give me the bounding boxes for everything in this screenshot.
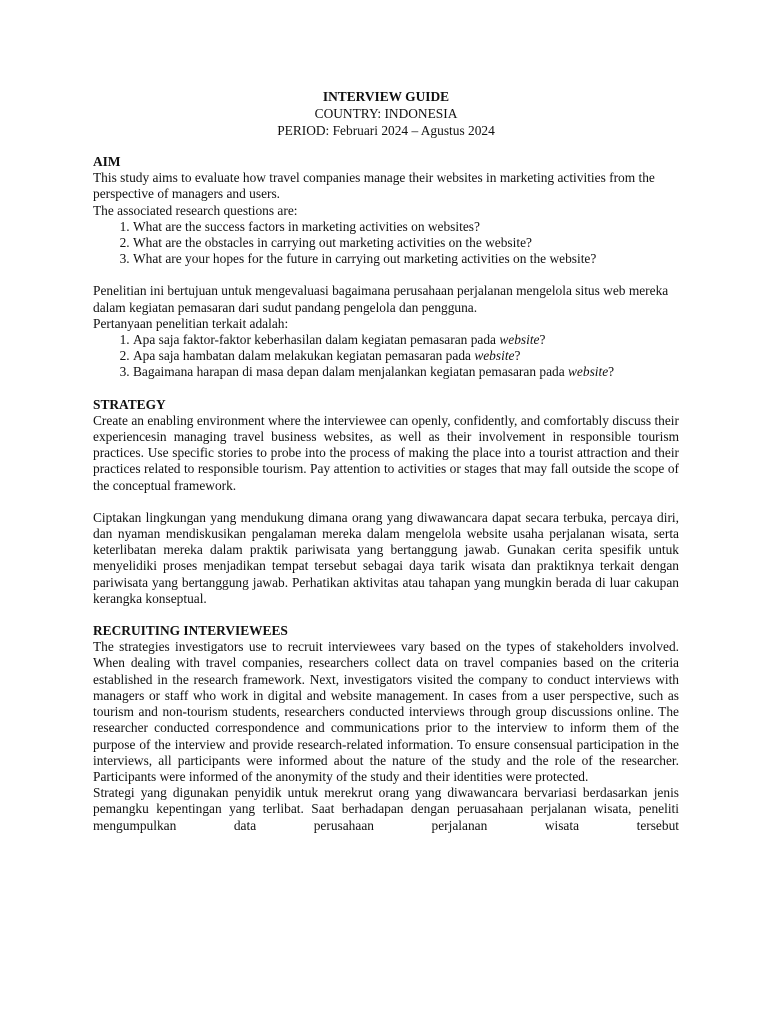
document-title: INTERVIEW GUIDE [322,89,450,104]
aim-intro-en: This study aims to evaluate how travel companies manage their websites in marketing activities from the perspective of managers and users. [93,170,655,202]
list-item: 3. What are your hopes for the future in carrying out marketing activities on the website? [133,251,679,267]
document-header [93,88,679,139]
list-item: 1. What are the success factors in marketing activities on websites? [133,219,679,235]
list-item: 2. Apa saja hambatan dalam melakukan kegiatan pemasaran pada website? [133,348,679,364]
recruiting-section [93,623,679,834]
country-line: COUNTRY: INDONESIA [314,106,458,121]
aim-heading: AIM [93,154,121,169]
strategy-heading: STRATEGY [93,396,166,412]
aim-section [93,154,679,381]
list-item: 2. What are the obstacles in carrying out marketing activities on the website? [133,235,679,251]
aim-questions-en-list [93,219,679,268]
aim-questions-intro-id: Pertanyaan penelitian terkait adalah: [93,315,289,331]
strategy-paragraph-en: Create an enabling environment where the interviewee can openly, confidently, and comfortably discuss their experiencesin managing travel business websites, as well as their involvement in responsible tourism practices. Use specific stories to probe into the process of making the place into a tourist attraction and their practices related to responsible tourism. Pay attention to activities or stages that may fall outside the scope of the conceptual framework. [93,412,679,493]
aim-intro-id: Penelitian ini bertujuan untuk mengevaluasi bagaimana perusahaan perjalanan mengelola situs web mereka dalam kegiatan pemasaran dari sudut pandang pengelola dan pengguna. [93,283,669,315]
list-item: 3. Bagaimana harapan di masa depan dalam menjalankan kegiatan pemasaran pada website? [133,364,679,380]
recruiting-paragraph-id: Strategi yang digunakan penyidik untuk merekrut orang yang diwawancara bervariasi berdasarkan jenis pemangku kepentingan yang terlibat. Saat berhadapan dengan peruasahaan perjalanan wisata, peneliti mengumpulkan data perusahaan perjalanan wisata tersebut [93,785,679,833]
strategy-section [93,397,679,607]
recruiting-heading: RECRUITING INTERVIEWEES [93,623,288,639]
strategy-paragraph-id: Ciptakan lingkungan yang mendukung dimana orang yang diwawancara dapat secara terbuka, percaya diri, dan nyaman mendiskusikan pengalaman mereka dalam mengelola website usaha perjalanan wisata, serta keterlibatan mereka dalam praktik pariwisata yang bertanggung jawab. Gunakan cerita spesifik untuk menyelidiki proses menjadikan tempat tersebut sebagai daya tarik wisata dan praktiknya terkait dengan pariwisata yang bertanggung jawab. Perhatikan aktivitas atau tahapan yang mungkin berada di luar cakupan kerangka konseptual. [93,509,679,606]
document-page [93,88,679,834]
aim-questions-intro-en: The associated research questions are: [93,202,298,218]
recruiting-paragraph-en: The strategies investigators use to recruit interviewees vary based on the types of stakeholders involved. When dealing with travel companies, researchers collect data on travel companies based on the criteria established in the research framework. Next, investigators visited the company to conduct interviews with managers or staff who work in digital and website management. In cases from a user perspective, such as tourism and non-tourism students, researchers conducted interviews through group discussions online. The researcher conducted correspondence and communications prior to the interview to inform them of the purpose of the interview and provide research-related information. To ensure consensual participation in the interviews, all participants were informed about the nature of the study and the role of the researcher. Participants were informed of the anonymity of the study and their identities were protected. [93,639,679,784]
list-item: 1. Apa saja faktor-faktor keberhasilan dalam kegiatan pemasaran pada website? [133,332,679,348]
aim-questions-id-list [93,332,679,381]
period-line: PERIOD: Februari 2024 – Agustus 2024 [277,123,495,138]
